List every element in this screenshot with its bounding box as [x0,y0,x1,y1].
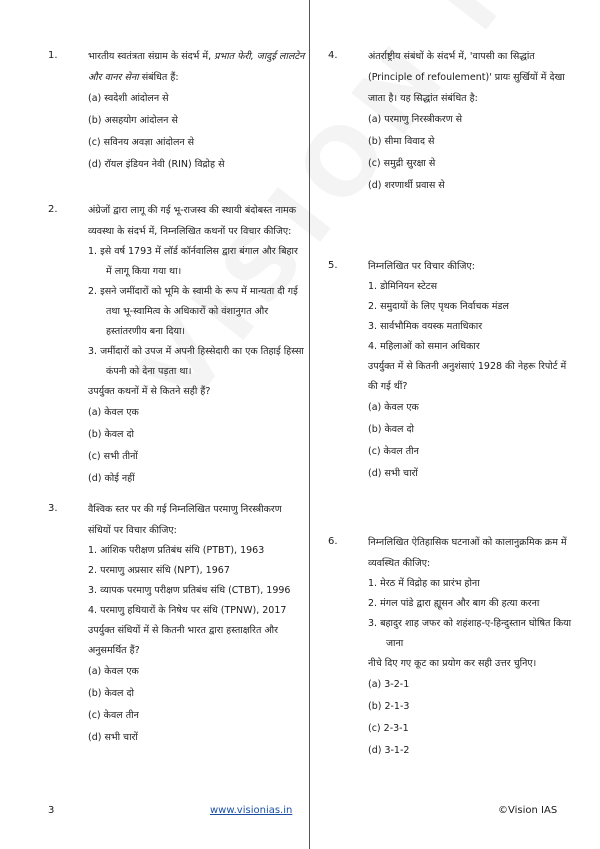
option-c[interactable]: (c) सभी तीनों [88,451,138,462]
footer-brand: ©Vision IAS [498,805,558,816]
option-b[interactable]: (b) असहयोग आंदोलन से [88,115,178,126]
question-2 [48,184,306,499]
treaty-3: 3. व्यापक परमाणु परीक्षण प्रतिबंध संधि (CTBT), 1996 [88,585,291,596]
question-prompt: उपर्युक्त में से कितनी अनुशंसाएं 1928 की नेहरू रिपोर्ट में की गई थीं? [368,361,567,392]
question-text: वैश्विक स्तर पर की गई निम्नलिखित परमाणु निरस्त्रीकरण संधियों पर विचार कीजिए: [88,504,282,536]
question-prompt: उपर्युक्त संधियों में से कितनी भारत द्वारा हस्ताक्षरित और अनुसमर्थित हैं? [88,625,278,656]
option-a[interactable]: (a) केवल एक [368,402,419,413]
option-b[interactable]: (b) सीमा विवाद से [368,136,435,147]
question-number: 5. [328,260,338,271]
option-d[interactable]: (d) शरणार्थी प्रवास से [368,180,445,191]
recommendation-1: 1. डोमिनियन स्टेटस [368,281,437,292]
option-c[interactable]: (c) केवल तीन [368,446,419,457]
recommendation-2: 2. समुदायों के लिए पृथक निर्वाचक मंडल [368,301,509,312]
option-a[interactable]: (a) स्वदेशी आंदोलन से [88,93,169,104]
question-number: 2. [48,204,58,215]
treaty-1: 1. आंशिक परीक्षण प्रतिबंध संधि (PTBT), 1963 [88,545,265,556]
option-c[interactable]: (c) समुद्री सुरक्षा से [368,158,436,169]
option-d[interactable]: (d) सभी चारों [88,732,138,743]
column-divider [309,0,310,849]
question-text: निम्नलिखित पर विचार कीजिए: [368,261,475,272]
question-number: 4. [328,50,338,61]
option-a[interactable]: (a) परमाणु निरस्त्रीकरण से [368,114,463,125]
option-b[interactable]: (b) केवल दो [88,429,135,440]
statement-1: 1. इसे वर्ष 1793 में लॉर्ड कॉर्नवालिस द्वारा बंगाल और बिहार में लागू किया गया था। [88,246,298,277]
question-text: अंग्रेजों द्वारा लागू की गई भू-राजस्व की स्थायी बंदोबस्त नामक व्यवस्था के संदर्भ में, निम्नलिखित कथनों पर विचार कीजिए: [88,205,297,237]
recommendation-4: 4. महिलाओं को समान अधिकार [368,341,480,352]
option-a[interactable]: (a) केवल एक [88,407,139,418]
treaty-4: 4. परमाणु हथियारों के निषेध पर संधि (TPNW), 2017 [88,605,287,616]
question-text: भारतीय स्वतंत्रता संग्राम के संदर्भ में, प्रभात फेरी, जादुई लालटेन और वानर सेना संबंधित हैं: [88,51,305,83]
option-d[interactable]: (d) कोई नहीं [88,473,135,484]
question-number: 6. [328,536,338,547]
option-d[interactable]: (d) 3-1-2 [368,745,410,756]
page-number: 3 [48,805,55,816]
option-a[interactable]: (a) केवल एक [88,666,139,677]
question-4 [328,34,576,242]
option-d[interactable]: (d) सभी चारों [368,468,418,479]
event-2: 2. मंगल पांडे द्वारा ह्यूसन और बाग की हत्या करना [368,598,540,609]
question-prompt: नीचे दिए गए कूट का प्रयोग कर सही उत्तर चुनिए। [368,658,537,669]
option-b[interactable]: (b) 2-1-3 [368,701,410,712]
question-text: निम्नलिखित ऐतिहासिक घटनाओं को कालानुक्रमिक क्रम में व्यवस्थित कीजिए: [368,537,567,569]
question-prompt: उपर्युक्त कथनों में से कितने सही हैं? [88,386,211,397]
question-text: अंतर्राष्ट्रीय संबंधों के संदर्भ में, 'वापसी का सिद्धांत (Principle of refoulement)' प्रायः सुर्खियों में देखा जाता है। यह सिद्धांत संबंधित है: [368,51,565,104]
footer-website-link[interactable]: www.visionias.in [210,805,293,816]
recommendation-3: 3. सार्वभौमिक वयस्क मताधिकार [368,321,483,332]
question-3 [48,499,306,749]
option-c[interactable]: (c) केवल तीन [88,710,139,721]
question-6 [328,532,576,762]
statement-2: 2. इसने जमींदारों को भूमि के स्वामी के रूप में मान्यता दी गई तथा भू-स्वामित्व के अधिकारों को वंशानुगत और हस्तांतरणीय बना दिया। [88,286,298,337]
treaty-2: 2. परमाणु अप्रसार संधि (NPT), 1967 [88,565,230,576]
event-3: 3. बहादुर शाह जफर को शहंशाह-ए-हिन्दुस्तान घोषित किया जाना [368,618,572,649]
question-number: 1. [48,50,58,61]
question-5 [328,242,576,532]
right-column [328,34,576,762]
question-1 [48,34,306,184]
event-1: 1. मेरठ में विद्रोह का प्रारंभ होना [368,578,480,589]
statement-3: 3. जमींदारों को उपज में अपनी हिस्सेदारी का एक तिहाई हिस्सा कंपनी को देना पड़ता था। [88,346,304,377]
option-c[interactable]: (c) 2-3-1 [368,723,409,734]
option-a[interactable]: (a) 3-2-1 [368,679,410,690]
question-number: 3. [48,503,58,514]
option-b[interactable]: (b) केवल दो [368,424,415,435]
option-b[interactable]: (b) केवल दो [88,688,135,699]
option-d[interactable]: (d) रॉयल इंडियन नेवी (RIN) विद्रोह से [88,159,225,170]
left-column [48,34,306,749]
option-c[interactable]: (c) सविनय अवज्ञा आंदोलन से [88,137,195,148]
